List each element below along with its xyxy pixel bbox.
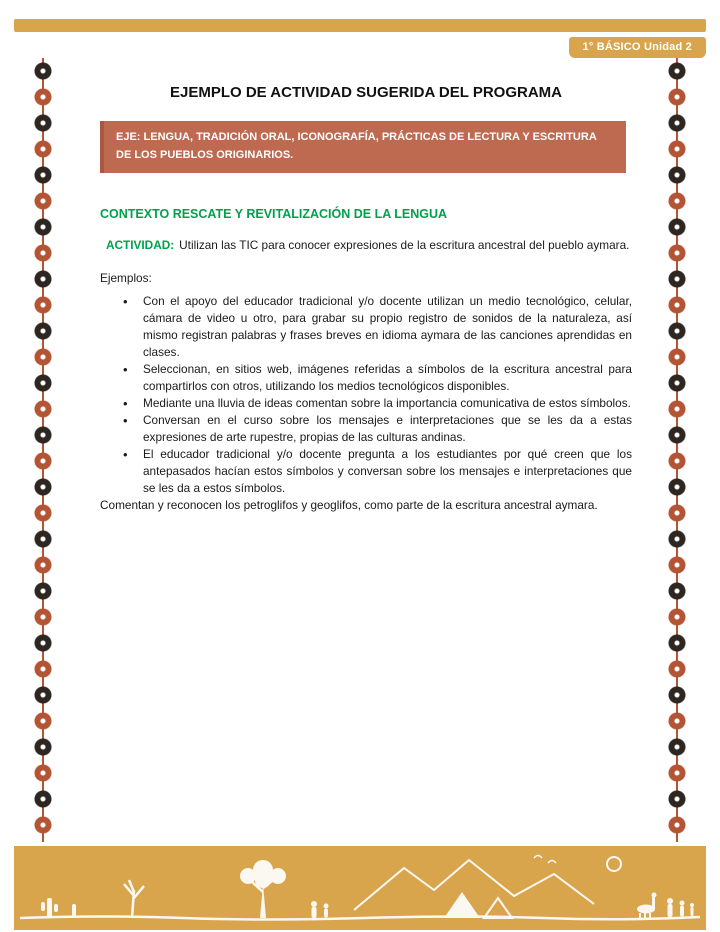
right-border-pattern-icon [664, 58, 690, 842]
footer-gold-band [14, 846, 706, 930]
examples-bullet-list [100, 293, 632, 497]
eje-banner: EJE: LENGUA, TRADICIÓN ORAL, ICONOGRAFÍA, PRÁCTICAS DE LECTURA Y ESCRITURA DE LOS PUEBLOS ORIGINARIOS. [100, 121, 626, 173]
activity-label: ACTIVIDAD: [106, 238, 175, 253]
context-heading: CONTEXTO RESCATE Y REVITALIZACIÓN DE LA LENGUA [100, 207, 448, 222]
left-border-pattern-icon [30, 58, 56, 842]
activity-text: Utilizan las TIC para conocer expresiones de la escritura ancestral del pueblo aymara. [179, 238, 630, 253]
bullet-item: • Con el apoyo del educador tradicional y/o docente utilizan un medio tecnológico, celular, cámara de video u otro, para grabar su propio registro de sonidos de la naturaleza, así mismo registran palabras y frases breves en idioma aymara de las canciones aprendidas en clases. [100, 293, 632, 361]
activity-line [106, 237, 632, 254]
page-title: EJEMPLO DE ACTIVIDAD SUGERIDA DEL PROGRAMA [170, 84, 562, 101]
bullet-item: • El educador tradicional y/o docente pregunta a los estudiantes por qué creen que los antepasados hacían estos símbolos y conversan sobre los mensajes e interpretaciones que se les da a estos símbolos. [100, 446, 632, 497]
unit-badge: 1° BÁSICO Unidad 2 [569, 37, 706, 58]
examples-label: Ejemplos: [100, 271, 152, 286]
landscape-illustration-icon [14, 846, 706, 930]
bullet-item: • Seleccionan, en sitios web, imágenes referidas a símbolos de la escritura ancestral para compartirlos con otros, utilizando los medios tecnológicos disponibles. [100, 361, 632, 395]
top-gold-bar [14, 19, 706, 32]
bullet-item: • Conversan en el curso sobre los mensajes e interpretaciones que se les da a estas expresiones de arte rupestre, propias de las culturas andinas. [100, 412, 632, 446]
document-content [100, 84, 632, 514]
closing-text: Comentan y reconocen los petroglifos y geoglifos, como parte de la escritura ancestral aymara. [100, 498, 598, 513]
bullet-item: • Mediante una lluvia de ideas comentan sobre la importancia comunicativa de estos símbolos. [100, 395, 632, 412]
